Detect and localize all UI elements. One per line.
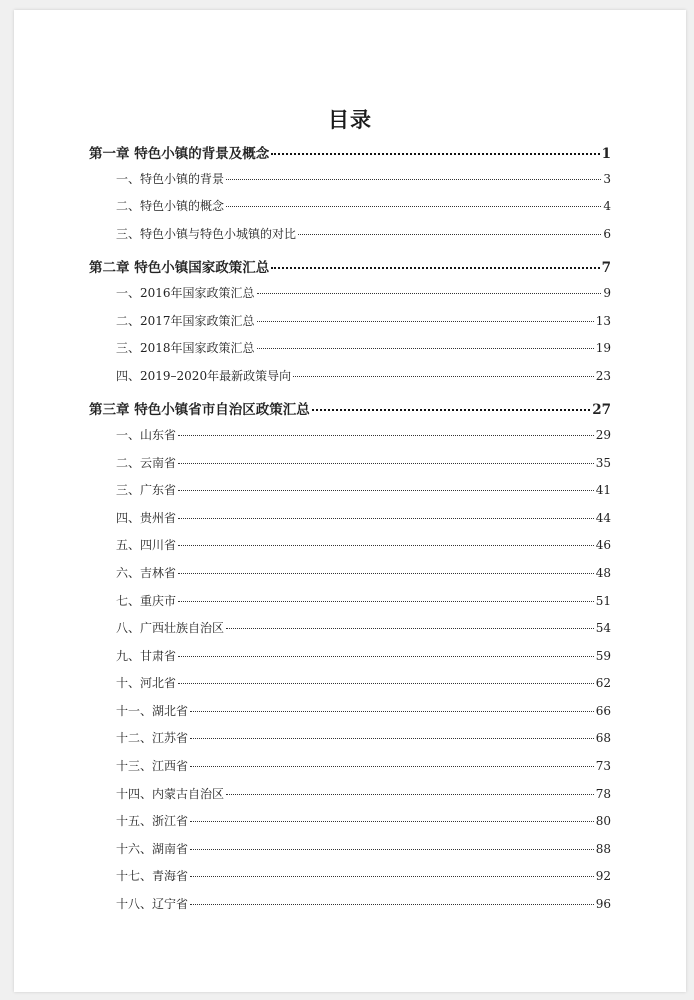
toc-page-number: 3 [603, 171, 611, 186]
toc-entry-label: 十三、江西省 [116, 759, 189, 774]
toc-section-row [89, 702, 611, 730]
toc-page-number: 35 [595, 455, 611, 470]
dot-leader [226, 628, 594, 629]
toc-page-number: 62 [595, 676, 611, 691]
toc-entry-label: 第一章 特色小镇的背景及概念 [89, 146, 270, 162]
page-title: 目录 [328, 107, 372, 132]
toc-section-row [89, 454, 611, 482]
document-page [14, 10, 686, 992]
toc-entry-label: 一、特色小镇的背景 [116, 171, 225, 186]
toc-page-number: 48 [595, 565, 611, 580]
toc-page-number: 92 [595, 869, 611, 884]
toc-page-number: 41 [595, 483, 611, 498]
toc-chapter-row [89, 256, 611, 284]
toc-page-number: 46 [595, 538, 611, 553]
toc-section-row [89, 592, 611, 620]
dot-leader [190, 821, 594, 822]
dot-leader [312, 409, 591, 411]
dot-leader [257, 348, 594, 349]
toc-page-number: 9 [603, 285, 611, 300]
toc-page-number: 54 [595, 621, 611, 636]
toc-entry-label: 八、广西壮族自治区 [116, 621, 225, 636]
toc-entry-label: 五、四川省 [116, 538, 177, 553]
dot-leader [271, 267, 599, 269]
toc-section-row [89, 339, 611, 367]
dot-leader [298, 234, 601, 235]
toc-entry-label: 十八、辽宁省 [116, 897, 189, 912]
toc-entry-label: 三、2018年国家政策汇总 [116, 341, 255, 356]
dot-leader [178, 656, 594, 657]
toc-page-number: 44 [595, 510, 611, 525]
toc-entry-label: 十、河北省 [116, 676, 177, 691]
toc-section-row [89, 812, 611, 840]
toc-entry-label: 二、2017年国家政策汇总 [116, 313, 255, 328]
toc-page-number: 66 [595, 703, 611, 718]
toc-page-number: 1 [601, 146, 611, 162]
toc-section-row [89, 509, 611, 537]
toc-entry-label: 第三章 特色小镇省市自治区政策汇总 [89, 402, 310, 419]
toc-page-number: 13 [595, 313, 611, 328]
toc-entry-label: 十七、青海省 [116, 869, 189, 884]
toc-section-row [89, 619, 611, 647]
dot-leader [178, 573, 594, 574]
dot-leader [257, 321, 594, 322]
dot-leader [257, 293, 602, 294]
toc-entry-label: 十一、湖北省 [116, 703, 189, 718]
dot-leader [190, 849, 594, 850]
toc-section-row [89, 785, 611, 813]
toc-page-number: 68 [595, 731, 611, 746]
toc-section-row [89, 426, 611, 454]
dot-leader [190, 711, 594, 712]
toc-section-row [89, 225, 611, 253]
dot-leader [226, 206, 601, 207]
toc-entry-label: 三、广东省 [116, 483, 177, 498]
dot-leader [190, 904, 594, 905]
toc-page-number: 7 [601, 260, 611, 277]
toc-page-number: 59 [595, 648, 611, 663]
toc-section-row [89, 284, 611, 312]
dot-leader [226, 179, 601, 180]
toc-section-row [89, 895, 611, 923]
toc-entry-label: 三、特色小镇与特色小城镇的对比 [116, 226, 297, 241]
toc-page-number: 96 [595, 897, 611, 912]
toc-section-row [89, 481, 611, 509]
toc-section-row [89, 757, 611, 785]
toc-page-number: 51 [595, 593, 611, 608]
dot-leader [178, 545, 594, 546]
dot-leader [293, 376, 594, 377]
dot-leader [178, 463, 594, 464]
toc-section-row [89, 170, 611, 198]
toc-page-number: 6 [603, 226, 611, 241]
toc-section-row [89, 312, 611, 340]
toc-section-row [89, 840, 611, 868]
toc-section-row [89, 867, 611, 895]
dot-leader [190, 876, 594, 877]
toc-entry-label: 十五、浙江省 [116, 814, 189, 829]
toc-section-row [89, 674, 611, 702]
toc-section-row [89, 197, 611, 225]
toc-page-number: 4 [603, 199, 611, 214]
toc-chapter-row [89, 398, 611, 426]
toc-page-number: 78 [595, 786, 611, 801]
dot-leader [178, 683, 594, 684]
toc-entry-label: 十四、内蒙古自治区 [116, 786, 225, 801]
toc-entry-label: 四、贵州省 [116, 510, 177, 525]
toc-page-number: 29 [595, 427, 611, 442]
toc-page-number: 27 [592, 402, 611, 419]
toc-entry-label: 一、2016年国家政策汇总 [116, 285, 255, 300]
toc-entry-label: 七、重庆市 [116, 593, 177, 608]
toc-chapter-row [89, 142, 611, 170]
toc-page-number: 19 [595, 341, 611, 356]
toc-section-row [89, 367, 611, 395]
toc-entry-label: 二、特色小镇的概念 [116, 199, 225, 214]
toc-entry-label: 九、甘肃省 [116, 648, 177, 663]
dot-leader [190, 766, 594, 767]
toc-page-number: 73 [595, 759, 611, 774]
toc-entry-label: 四、2019–2020年最新政策导向 [116, 368, 292, 383]
dot-leader [178, 490, 594, 491]
toc-entry-label: 二、云南省 [116, 455, 177, 470]
toc-section-row [89, 536, 611, 564]
dot-leader [178, 601, 594, 602]
toc-page-number: 80 [595, 814, 611, 829]
dot-leader [226, 794, 594, 795]
toc-entry-label: 六、吉林省 [116, 565, 177, 580]
dot-leader [178, 435, 594, 436]
table-of-contents [89, 138, 611, 923]
toc-page-number: 88 [595, 841, 611, 856]
toc-entry-label: 一、山东省 [116, 427, 177, 442]
toc-entry-label: 第二章 特色小镇国家政策汇总 [89, 260, 270, 277]
toc-section-row [89, 564, 611, 592]
toc-page-number: 23 [595, 368, 611, 383]
dot-leader [271, 153, 599, 155]
dot-leader [178, 518, 594, 519]
dot-leader [190, 738, 594, 739]
toc-entry-label: 十六、湖南省 [116, 841, 189, 856]
toc-entry-label: 十二、江苏省 [116, 731, 189, 746]
toc-section-row [89, 729, 611, 757]
toc-section-row [89, 647, 611, 675]
